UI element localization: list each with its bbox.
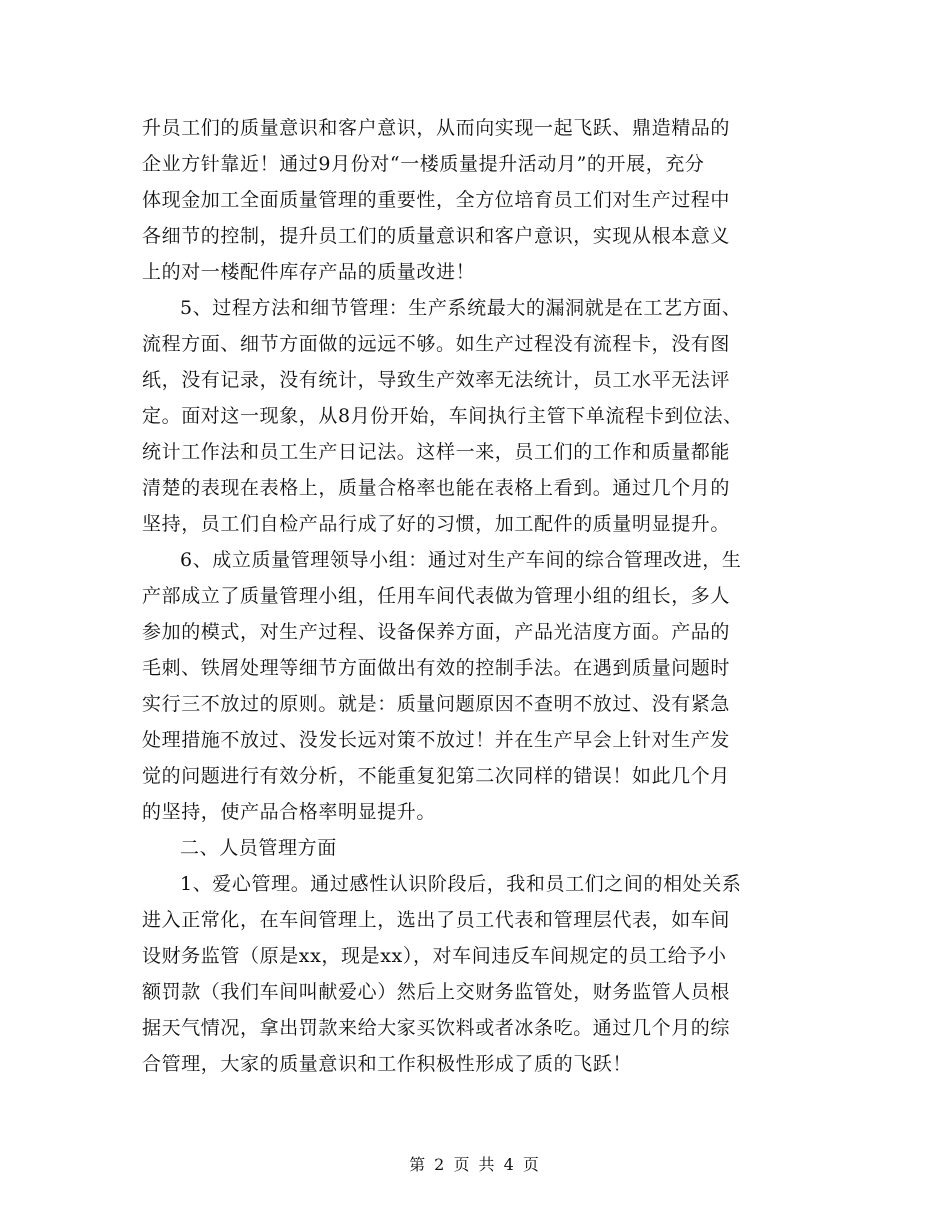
section-heading-personnel-management xyxy=(142,830,807,866)
text-line: 进入正常化，在车间管理上，选出了员工代表和管理层代表，如车间 xyxy=(142,909,731,931)
text-line: 定。面对这一现象，从8月份开始，车间执行主管下单流程卡到位法、 xyxy=(142,405,743,427)
text-line: 体现金加工全面质量管理的重要性，全方位培育员工们对生产过程中 xyxy=(142,189,731,211)
text-line: 产部成立了质量管理小组，任用车间代表做为管理小组的组长，多人 xyxy=(142,585,731,607)
document-body xyxy=(142,110,807,1082)
paragraph-quality-leadership-group xyxy=(142,542,807,830)
text-line: 毛刺、铁屑处理等细节方面做出有效的控制手法。在遇到质量问题时 xyxy=(142,657,731,679)
text-line: 处理措施不放过、没发长远对策不放过！并在生产早会上针对生产发 xyxy=(142,729,731,751)
text-line: 6、成立质量管理领导小组：通过对生产车间的综合管理改进，生 xyxy=(180,549,742,571)
text-line: 升员工们的质量意识和客户意识，从而向实现一起飞跃、鼎造精品的 xyxy=(142,117,731,139)
text-line: 合管理，大家的质量意识和工作积极性形成了质的飞跃！ xyxy=(142,1053,633,1075)
text-line: 5、过程方法和细节管理：生产系统最大的漏洞就是在工艺方面、 xyxy=(180,297,742,319)
paragraph-quality-awareness xyxy=(142,110,807,290)
text-line: 据天气情况，拿出罚款来给大家买饮料或者冰条吃。通过几个月的综 xyxy=(142,1017,731,1039)
text-line: 参加的模式，对生产过程、设备保养方面，产品光洁度方面。产品的 xyxy=(142,621,731,643)
text-line: 坚持，员工们自检产品行成了好的习惯，加工配件的质量明显提升。 xyxy=(142,513,731,535)
text-line: 纸，没有记录，没有统计，导致生产效率无法统计，员工水平无法评 xyxy=(142,369,731,391)
text-line: 觉的问题进行有效分析，不能重复犯第二次同样的错误！如此几个月 xyxy=(142,765,731,787)
text-line: 设财务监管（原是xx，现是xx），对车间违反车间规定的员工给予小 xyxy=(142,945,727,967)
text-line: 上的对一楼配件库存产品的质量改进！ xyxy=(142,261,476,283)
text-line: 统计工作法和员工生产日记法。这样一来，员工们的工作和质量都能 xyxy=(142,441,731,463)
text-line: 清楚的表现在表格上，质量合格率也能在表格上看到。通过几个月的 xyxy=(142,477,731,499)
text-line: 企业方针靠近！通过9月份对“一楼质量提升活动月”的开展，充分 xyxy=(142,153,705,175)
text-line: 各细节的控制，提升员工们的质量意识和客户意识，实现从根本意义 xyxy=(142,225,731,247)
text-line: 1、爱心管理。通过感性认识阶段后，我和员工们之间的相处关系 xyxy=(180,873,742,895)
text-line: 的坚持，使产品合格率明显提升。 xyxy=(142,801,437,823)
page-number-footer: 第 2 页 共 4 页 xyxy=(409,1155,541,1174)
text-line: 实行三不放过的原则。就是：质量问题原因不查明不放过、没有紧急 xyxy=(142,693,731,715)
text-line: 流程方面、细节方面做的远远不够。如生产过程没有流程卡，没有图 xyxy=(142,333,731,355)
text-line: 额罚款（我们车间叫献爱心）然后上交财务监管处，财务监管人员根 xyxy=(142,981,731,1003)
paragraph-caring-management xyxy=(142,866,807,1082)
paragraph-process-detail-management xyxy=(142,290,807,542)
section-heading: 二、人员管理方面 xyxy=(180,837,337,859)
